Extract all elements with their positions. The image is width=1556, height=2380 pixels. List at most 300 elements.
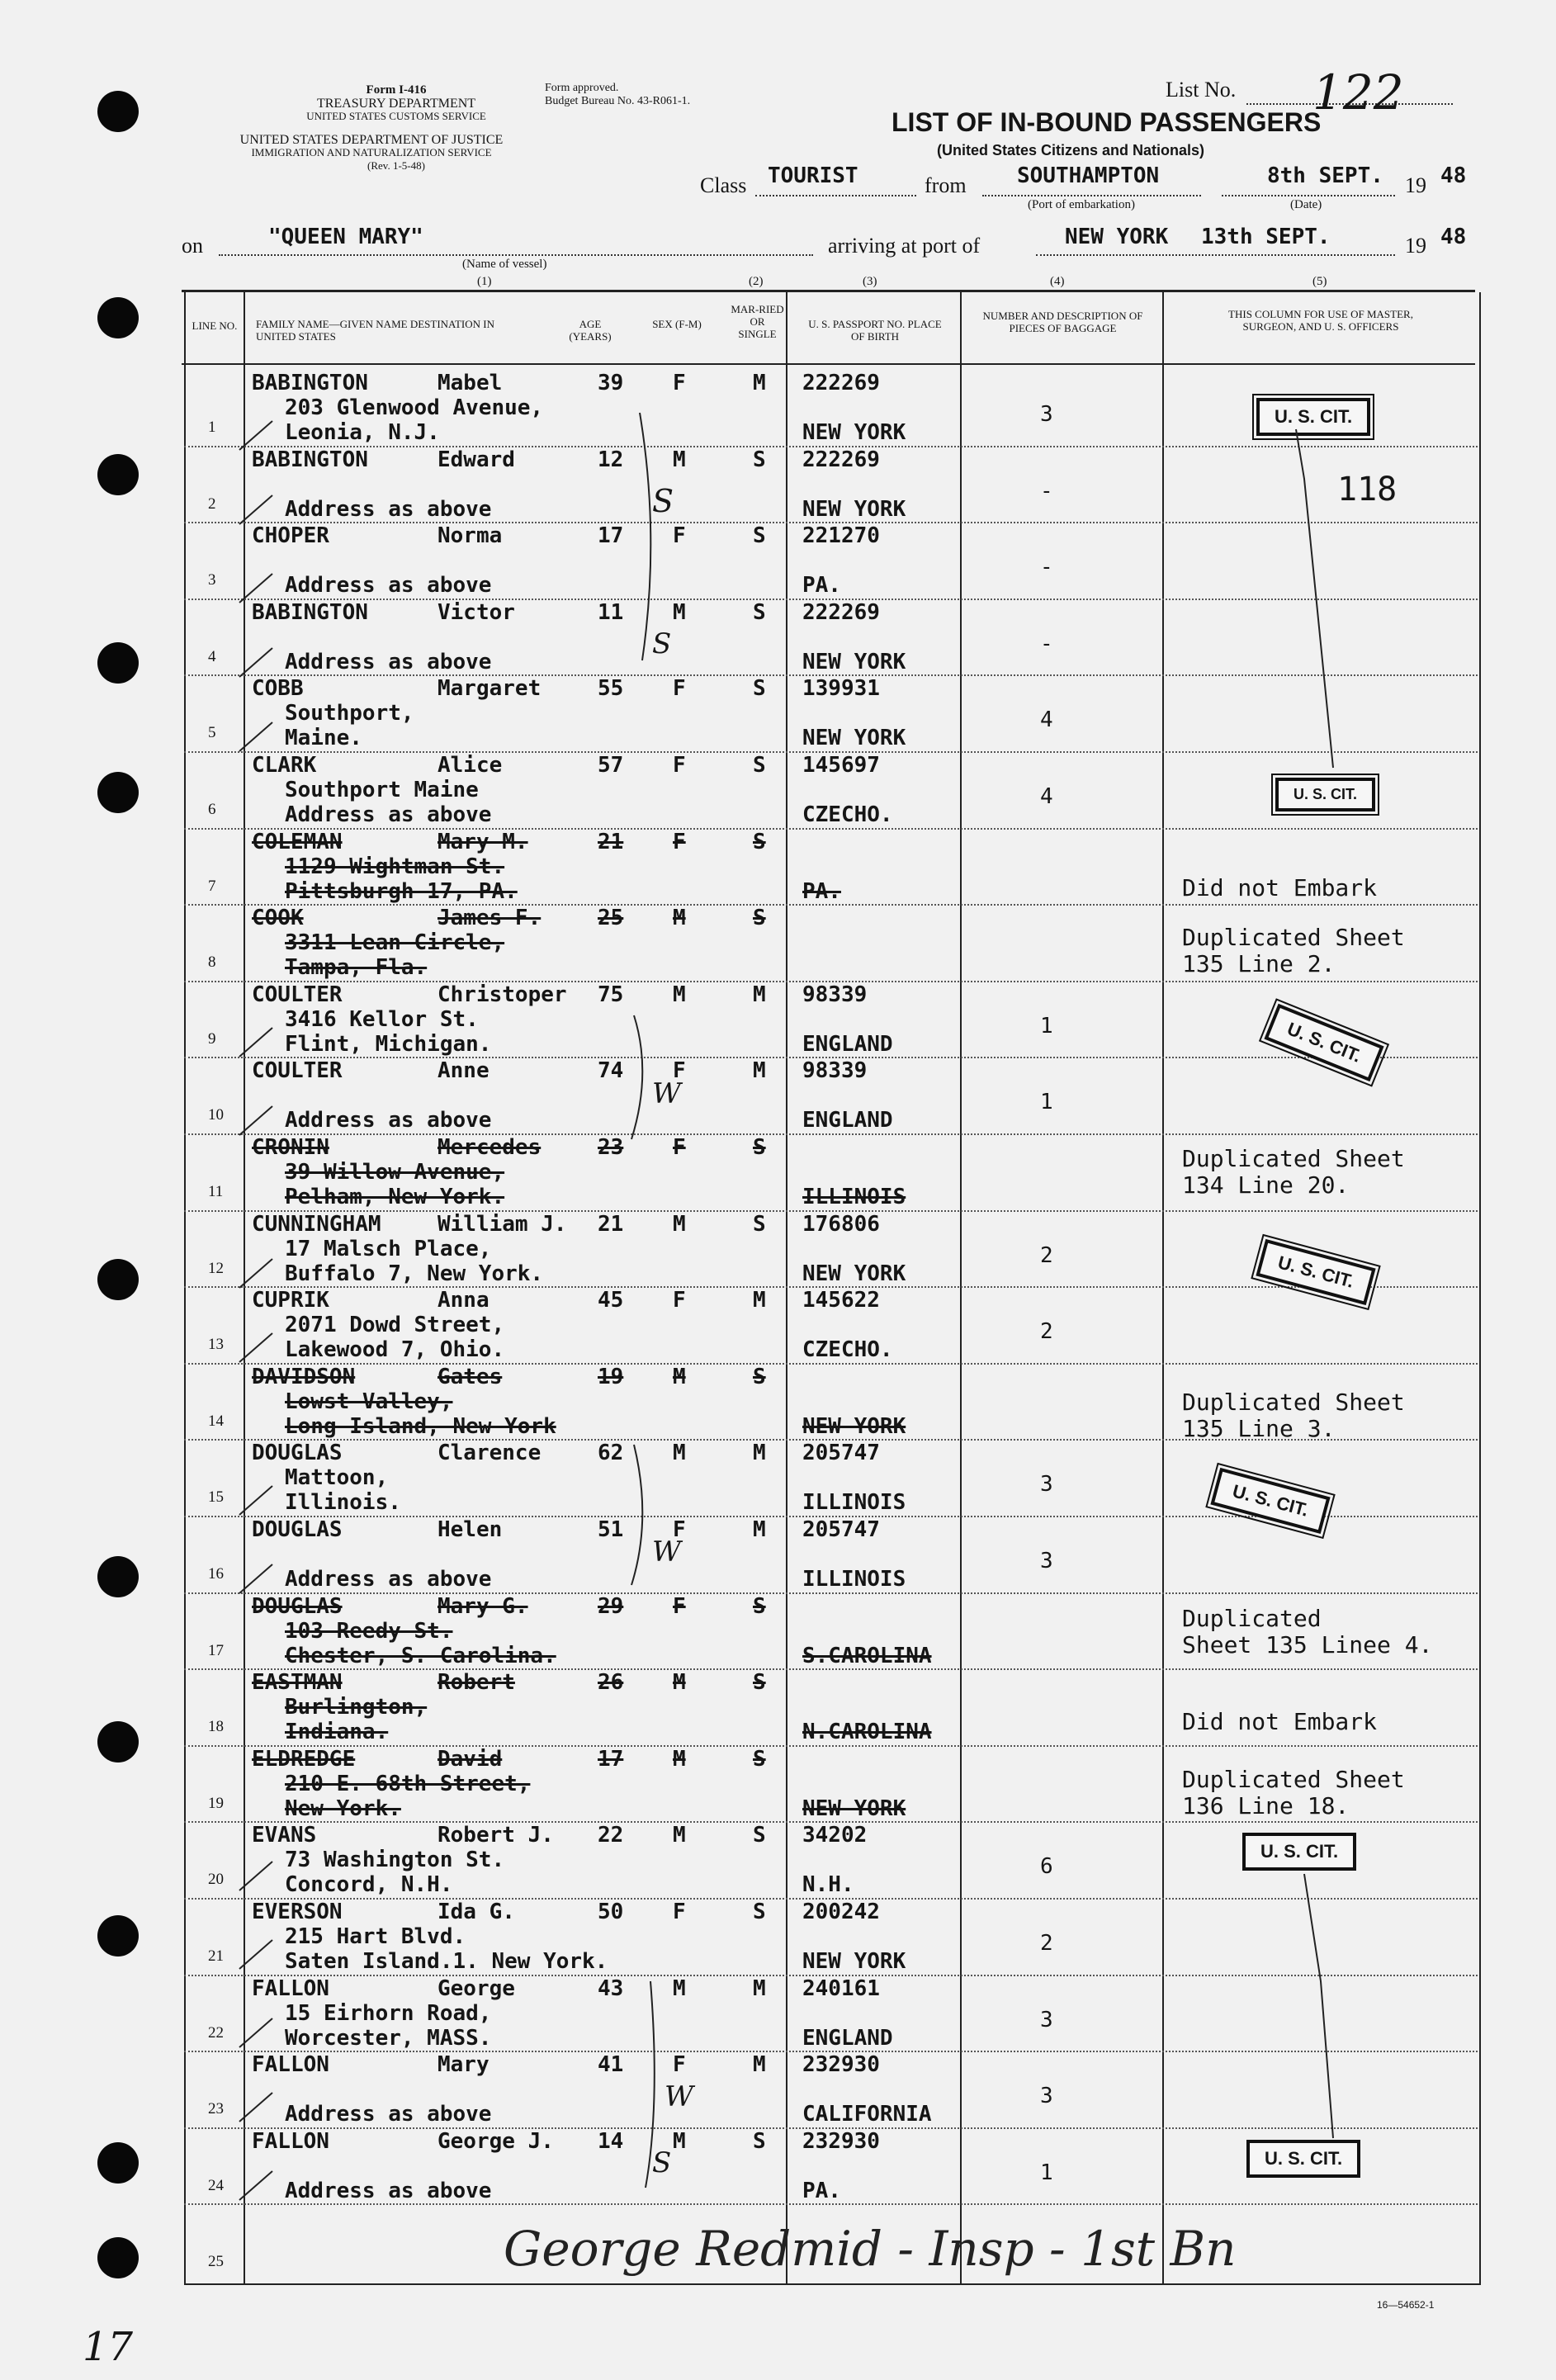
given-name: Anne: [437, 1058, 490, 1083]
punch-hole: [97, 1556, 139, 1597]
row-divider: [184, 751, 1478, 753]
address-line: Address as above: [285, 1567, 492, 1592]
passport-number: 221270: [802, 523, 880, 548]
given-name: Edward: [437, 447, 515, 472]
passport-number: 98339: [802, 982, 868, 1007]
remark-did-not-embark: Did not Embark: [1182, 1708, 1378, 1735]
justice-department: UNITED STATES DEPARTMENT OF JUSTICE: [239, 133, 504, 147]
row-divider: [184, 1363, 1478, 1365]
marital-status: S: [753, 1135, 766, 1160]
family-name: BABINGTON: [252, 371, 368, 395]
address-line: Pelham, New York.: [285, 1185, 505, 1209]
family-name: CUNNINGHAM: [252, 1212, 381, 1237]
family-name: CHOPER: [252, 523, 329, 548]
col-header-name: FAMILY NAME—GIVEN NAME DESTINATION IN UNITED STATES: [256, 318, 495, 343]
arrival-year-prefix: 19: [1405, 234, 1426, 258]
baggage-count: 1: [1040, 1014, 1053, 1039]
row-divider: [184, 674, 1478, 676]
age: 55: [598, 676, 624, 701]
sex: F: [673, 1135, 686, 1160]
marital-status: S: [753, 830, 766, 854]
address-line: 203 Glenwood Avenue,: [285, 395, 544, 420]
given-name: William J.: [437, 1212, 567, 1237]
class-value: TOURIST: [768, 163, 858, 188]
remark-duplicated-sheet: Duplicated Sheet 135 Line 2.: [1182, 924, 1405, 977]
us-citizen-stamp: U. S. CIT.: [1275, 778, 1375, 811]
address-line: Address as above: [285, 2179, 492, 2203]
column-number: (2): [749, 275, 764, 288]
marital-status: S: [753, 1900, 766, 1924]
age: 26: [598, 1670, 624, 1695]
marital-status: M: [753, 1517, 766, 1542]
address-line: Mattoon,: [285, 1465, 389, 1490]
address-line: 73 Washington St.: [285, 1848, 505, 1872]
family-name: ELDREDGE: [252, 1747, 356, 1772]
address-line: Address as above: [285, 573, 492, 598]
family-name: FALLON: [252, 1976, 329, 2001]
class-line: [755, 195, 916, 196]
address-line: 1129 Wightman St.: [285, 854, 505, 879]
marital-status: S: [753, 1365, 766, 1389]
sex: M: [673, 906, 686, 930]
col-header-passport: U. S. PASSPORT NO. PLACE OF BIRTH: [808, 318, 942, 343]
given-name: Norma: [437, 523, 503, 548]
baggage-count: 4: [1040, 784, 1053, 809]
marital-status: S: [753, 523, 766, 548]
line-number: 5: [208, 724, 216, 741]
baggage-count: 3: [1040, 2084, 1053, 2108]
baggage-count: 3: [1040, 1472, 1053, 1497]
sex: F: [673, 2052, 686, 2077]
baggage-count: 1: [1040, 2160, 1053, 2185]
passport-number: 200242: [802, 1900, 880, 1924]
form-approved: Form approved.: [545, 82, 619, 94]
marital-status: S: [753, 1747, 766, 1772]
vessel-name: "QUEEN MARY": [268, 225, 423, 249]
col-header-age: AGE (YEARS): [569, 318, 612, 343]
place-of-birth: ILLINOIS: [802, 1185, 906, 1209]
given-name: Ida G.: [437, 1900, 515, 1924]
address-line: Lowst Valley,: [285, 1389, 453, 1414]
row-divider: [184, 1975, 1478, 1976]
line-number: 23: [208, 2100, 224, 2117]
baggage-count: 3: [1040, 2008, 1053, 2032]
date-line: [1222, 195, 1395, 196]
age: 21: [598, 830, 624, 854]
age: 29: [598, 1594, 624, 1619]
address-line: New York.: [285, 1796, 401, 1821]
arrival-year-suffix: 48: [1440, 225, 1467, 249]
address-line: Flint, Michigan.: [285, 1032, 492, 1057]
address-line: Concord, N.H.: [285, 1872, 453, 1897]
marital-status: M: [753, 1976, 766, 2001]
list-no-label: List No.: [1166, 78, 1237, 102]
place-of-birth: NEW YORK: [802, 726, 906, 750]
sex: M: [673, 1441, 686, 1465]
age: 41: [598, 2052, 624, 2077]
remark-did-not-embark: Did not Embark: [1182, 874, 1378, 901]
handwritten-mark: W: [652, 1077, 681, 1110]
line-number: 20: [208, 1871, 224, 1888]
family-name: BABINGTON: [252, 447, 368, 472]
print-code: 16—54652-1: [1377, 2299, 1435, 2311]
row-divider: [184, 522, 1478, 523]
sex: F: [673, 1288, 686, 1313]
punch-hole: [97, 1915, 139, 1957]
family-name: COOK: [252, 906, 304, 930]
place-of-birth: NEW YORK: [802, 1261, 906, 1286]
handwritten-mark: W: [664, 2080, 693, 2113]
column-number: (3): [863, 275, 877, 288]
row-divider: [184, 1821, 1478, 1823]
remark-duplicated-sheet: Duplicated Sheet 136 Line 18.: [1182, 1766, 1405, 1819]
marital-status: S: [753, 1670, 766, 1695]
punch-hole: [97, 642, 139, 684]
given-name: George: [437, 1976, 515, 2001]
handwritten-mark: S: [652, 627, 672, 660]
place-of-birth: CZECHO.: [802, 802, 893, 827]
punch-hole: [97, 91, 139, 132]
document-subtitle: (United States Citizens and Nationals): [937, 142, 1205, 159]
sex: F: [673, 523, 686, 548]
sex: M: [673, 1976, 686, 2001]
passport-number: 145622: [802, 1288, 880, 1313]
row-divider: [184, 1133, 1478, 1135]
marital-status: M: [753, 1288, 766, 1313]
row-divider: [184, 1668, 1478, 1670]
marital-status: S: [753, 1594, 766, 1619]
family-name: FALLON: [252, 2052, 329, 2077]
sex: M: [673, 1670, 686, 1695]
marital-status: S: [753, 1212, 766, 1237]
age: 51: [598, 1517, 624, 1542]
address-line: 103 Reedy St.: [285, 1619, 453, 1644]
count-stamp: 118: [1337, 471, 1398, 509]
sex: F: [673, 753, 686, 778]
given-name: Mabel: [437, 371, 503, 395]
remark-duplicated-sheet: Duplicated Sheet 134 Line 20.: [1182, 1145, 1405, 1199]
punch-hole: [97, 1721, 139, 1763]
place-of-birth: N.CAROLINA: [802, 1720, 932, 1744]
age: 25: [598, 906, 624, 930]
immigration-service: IMMIGRATION AND NATURALIZATION SERVICE: [251, 146, 492, 159]
address-line: Address as above: [285, 1108, 492, 1133]
line-number: 3: [208, 571, 216, 589]
marital-status: M: [753, 1058, 766, 1083]
place-of-birth: NEW YORK: [802, 650, 906, 674]
given-name: Robert J.: [437, 1823, 554, 1848]
embark-date: 8th SEPT.: [1267, 163, 1383, 188]
place-of-birth: NEW YORK: [802, 1414, 906, 1439]
baggage-count: -: [1040, 632, 1053, 656]
row-divider: [184, 2051, 1478, 2052]
place-of-birth: PA.: [802, 573, 841, 598]
from-label: from: [925, 173, 967, 197]
place-of-birth: ENGLAND: [802, 1032, 893, 1057]
address-line: Illinois.: [285, 1490, 401, 1515]
budget-bureau: Budget Bureau No. 43-R061-1.: [545, 95, 691, 107]
given-name: Margaret: [437, 676, 542, 701]
line-number: 18: [208, 1718, 224, 1735]
punch-hole: [97, 2237, 139, 2278]
arriving-label: arriving at port of: [828, 234, 981, 258]
age: 19: [598, 1365, 624, 1389]
line-number: 16: [208, 1565, 224, 1583]
passport-number: 176806: [802, 1212, 880, 1237]
date-caption: (Date): [1290, 198, 1322, 211]
passport-number: 232930: [802, 2052, 880, 2077]
arrival-port: NEW YORK: [1065, 225, 1169, 249]
row-divider: [184, 1210, 1478, 1212]
line-number: 13: [208, 1336, 224, 1353]
col-header-line-no: LINE NO.: [192, 319, 238, 332]
place-of-birth: CALIFORNIA: [802, 2102, 932, 2127]
marital-status: S: [753, 2129, 766, 2154]
row-divider: [184, 1057, 1478, 1058]
row-divider: [184, 2127, 1478, 2129]
age: 12: [598, 447, 624, 472]
row-divider: [184, 1745, 1478, 1747]
address-line: Address as above: [285, 2102, 492, 2127]
punch-hole: [97, 772, 139, 813]
marital-status: M: [753, 1441, 766, 1465]
address-line: Leonia, N.J.: [285, 420, 440, 445]
port-caption: (Port of embarkation): [1028, 198, 1135, 211]
line-number: 17: [208, 1642, 224, 1659]
place-of-birth: CZECHO.: [802, 1337, 893, 1362]
baggage-count: 2: [1040, 1243, 1053, 1268]
passport-number: 222269: [802, 447, 880, 472]
address-line: Southport,: [285, 701, 414, 726]
address-line: 2071 Dowd Street,: [285, 1313, 505, 1337]
us-citizen-stamp: U. S. CIT.: [1246, 2140, 1360, 2178]
address-line: Chester, S. Carolina.: [285, 1644, 556, 1668]
sex: M: [673, 1747, 686, 1772]
row-divider: [184, 446, 1478, 447]
given-name: Alice: [437, 753, 503, 778]
age: 17: [598, 1747, 624, 1772]
place-of-birth: NEW YORK: [802, 497, 906, 522]
given-name: Helen: [437, 1517, 503, 1542]
column-rule: [960, 292, 962, 2283]
age: 22: [598, 1823, 624, 1848]
age: 39: [598, 371, 624, 395]
age: 57: [598, 753, 624, 778]
address-line: Long Island, New York: [285, 1414, 556, 1439]
sex: M: [673, 1823, 686, 1848]
address-line: Worcester, MASS.: [285, 2026, 492, 2051]
given-name: Gates: [437, 1365, 503, 1389]
sex: F: [673, 1594, 686, 1619]
sex: M: [673, 1365, 686, 1389]
punch-hole: [97, 297, 139, 338]
passport-number: 205747: [802, 1441, 880, 1465]
place-of-birth: S.CAROLINA: [802, 1644, 932, 1668]
family-name: COBB: [252, 676, 304, 701]
given-name: Anna: [437, 1288, 490, 1313]
family-name: FALLON: [252, 2129, 329, 2154]
family-name: COULTER: [252, 1058, 343, 1083]
place-of-birth: NEW YORK: [802, 1949, 906, 1974]
list-no-value: 122: [1312, 64, 1404, 121]
passport-number: 222269: [802, 600, 880, 625]
marital-status: M: [753, 371, 766, 395]
us-citizen-stamp: U. S. CIT.: [1256, 398, 1370, 436]
baggage-count: 4: [1040, 707, 1053, 732]
address-line: Pittsburgh 17, PA.: [285, 879, 518, 904]
row-divider: [184, 1286, 1478, 1288]
row-divider: [184, 2203, 1478, 2205]
sex: M: [673, 2129, 686, 2154]
marital-status: S: [753, 1823, 766, 1848]
line-number: 19: [208, 1795, 224, 1812]
family-name: DOUGLAS: [252, 1594, 343, 1619]
passport-number: 34202: [802, 1823, 868, 1848]
on-label: on: [182, 234, 203, 258]
line-number: 11: [208, 1183, 224, 1200]
year-prefix: 19: [1405, 173, 1426, 197]
passport-number: 232930: [802, 2129, 880, 2154]
marital-status: S: [753, 906, 766, 930]
given-name: Mercedes: [437, 1135, 542, 1160]
line-number: 4: [208, 648, 216, 665]
us-citizen-stamp: U. S. CIT.: [1210, 1468, 1330, 1534]
address-line: 215 Hart Blvd.: [285, 1924, 466, 1949]
sex: M: [673, 600, 686, 625]
column-rule: [786, 292, 787, 2283]
given-name: Christoper: [437, 982, 567, 1007]
age: 11: [598, 600, 624, 625]
col-header-sex: SEX (F-M): [652, 318, 702, 330]
row-divider: [184, 904, 1478, 906]
age: 17: [598, 523, 624, 548]
baggage-count: 2: [1040, 1319, 1053, 1344]
baggage-count: 1: [1040, 1090, 1053, 1114]
marital-status: S: [753, 600, 766, 625]
family-name: COULTER: [252, 982, 343, 1007]
handwritten-mark: S: [652, 483, 674, 519]
corner-number: 17: [83, 2324, 134, 2370]
line-number: 1: [208, 419, 216, 436]
remark-duplicated-sheet: Duplicated Sheet 135 Line 3.: [1182, 1389, 1405, 1442]
line-number: 21: [208, 1947, 224, 1965]
age: 74: [598, 1058, 624, 1083]
column-number: (4): [1050, 275, 1065, 288]
handwritten-mark: S: [652, 2146, 672, 2179]
given-name: David: [437, 1747, 503, 1772]
col-header-married: MAR-RIED OR SINGLE: [731, 303, 784, 340]
age: 62: [598, 1441, 624, 1465]
form-revision: (Rev. 1-5-48): [367, 159, 425, 172]
place-of-birth: ENGLAND: [802, 1108, 893, 1133]
address-line: 3416 Kellor St.: [285, 1007, 479, 1032]
punch-hole: [97, 454, 139, 495]
line-number: 12: [208, 1260, 224, 1277]
us-citizen-stamp: U. S. CIT.: [1264, 1004, 1383, 1081]
place-of-birth: PA.: [802, 2179, 841, 2203]
treasury-department: TREASURY DEPARTMENT: [316, 97, 476, 111]
place-of-birth: NEW YORK: [802, 420, 906, 445]
sex: F: [673, 1900, 686, 1924]
passport-number: 145697: [802, 753, 880, 778]
address-line: Saten Island.1. New York.: [285, 1949, 608, 1974]
column-rule: [1162, 292, 1164, 2283]
address-line: Tampa, Fla.: [285, 955, 428, 980]
address-line: Maine.: [285, 726, 362, 750]
family-name: CRONIN: [252, 1135, 329, 1160]
handwritten-mark: W: [652, 1535, 681, 1569]
us-citizen-stamp: U. S. CIT.: [1256, 1239, 1375, 1305]
family-name: DOUGLAS: [252, 1517, 343, 1542]
inspector-signature: George Redmid - Insp - 1st Bn: [504, 2221, 1237, 2277]
family-name: CLARK: [252, 753, 317, 778]
year-suffix: 48: [1440, 163, 1467, 188]
punch-hole: [97, 1259, 139, 1300]
passport-number: 240161: [802, 1976, 880, 2001]
given-name: Robert: [437, 1670, 515, 1695]
column-number: (1): [477, 275, 492, 288]
age: 14: [598, 2129, 624, 2154]
us-citizen-stamp: U. S. CIT.: [1242, 1833, 1356, 1871]
address-line: 39 Willow Avenue,: [285, 1160, 505, 1185]
address-line: Indiana.: [285, 1720, 389, 1744]
age: 50: [598, 1900, 624, 1924]
col-header-baggage: NUMBER AND DESCRIPTION OF PIECES OF BAGGAGE: [982, 310, 1143, 334]
sex: F: [673, 830, 686, 854]
given-name: Clarence: [437, 1441, 542, 1465]
line-number: 22: [208, 2024, 224, 2042]
given-name: James F.: [437, 906, 542, 930]
address-line: Burlington,: [285, 1695, 428, 1720]
line-number: 10: [208, 1106, 224, 1124]
arrival-date: 13th SEPT.: [1201, 225, 1331, 249]
family-name: DOUGLAS: [252, 1441, 343, 1465]
family-name: EASTMAN: [252, 1670, 343, 1695]
sex: F: [673, 1517, 686, 1542]
sex: M: [673, 447, 686, 472]
col-header-officers: THIS COLUMN FOR USE OF MASTER, SURGEON, AND U. S. OFFICERS: [1228, 308, 1413, 333]
family-name: BABINGTON: [252, 600, 368, 625]
line-number: 25: [208, 2253, 224, 2270]
marital-status: M: [753, 2052, 766, 2077]
class-label: Class: [700, 173, 747, 197]
baggage-count: 2: [1040, 1931, 1053, 1956]
place-of-birth: N.H.: [802, 1872, 854, 1897]
baggage-count: 6: [1040, 1854, 1053, 1879]
vessel-line: [219, 254, 813, 256]
row-divider: [184, 1592, 1478, 1594]
address-line: 210 E. 68th Street,: [285, 1772, 531, 1796]
given-name: Mary G.: [437, 1594, 528, 1619]
address-line: Address as above: [285, 650, 492, 674]
line-number: 9: [208, 1030, 216, 1048]
document-title: LIST OF IN-BOUND PASSENGERS: [892, 107, 1322, 137]
line-number: 14: [208, 1412, 224, 1430]
family-name: EVERSON: [252, 1900, 343, 1924]
header-rule: [182, 363, 1475, 365]
arrival-line: [1036, 254, 1395, 256]
column-rule: [244, 292, 245, 2283]
age: 75: [598, 982, 624, 1007]
place-of-birth: ENGLAND: [802, 2026, 893, 2051]
place-of-birth: NEW YORK: [802, 1796, 906, 1821]
baggage-count: -: [1040, 555, 1053, 580]
row-divider: [184, 1898, 1478, 1900]
passport-number: 98339: [802, 1058, 868, 1083]
given-name: Mary M.: [437, 830, 528, 854]
passport-number: 139931: [802, 676, 880, 701]
age: 21: [598, 1212, 624, 1237]
